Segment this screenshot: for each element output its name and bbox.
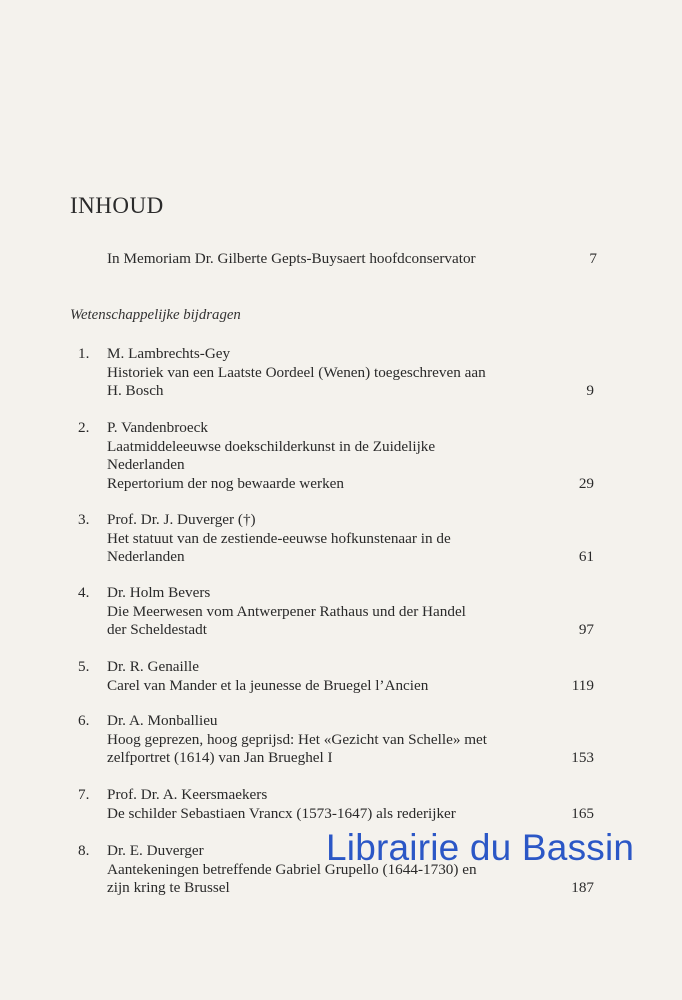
entry-number: 2. — [78, 419, 90, 436]
entry-author: M. Lambrechts-Gey — [107, 345, 231, 362]
entry-title-line: Carel van Mander et la jeunesse de Bruegel l’Ancien — [107, 676, 429, 694]
entry-author: Dr. A. Monballieu — [107, 712, 218, 729]
entry-title-line: zijn kring te Brussel — [107, 879, 230, 896]
entry-page-number: 97 — [578, 621, 594, 638]
entry-title-line: Repertorium der nog bewaarde werken — [107, 474, 344, 492]
entry-title-line: Laatmiddeleeuwse doekschilderkunst in de Zuidelijke — [107, 437, 436, 455]
entry-author: Dr. Holm Bevers — [107, 584, 211, 601]
entry-title-line: Hoog geprezen, hoog geprijsd: Het «Gezicht van Schelle» met — [107, 730, 487, 748]
watermark-text: Librairie du Bassin — [326, 827, 635, 868]
entry-author: Prof. Dr. J. Duverger (†) — [107, 511, 256, 528]
entry-number: 7. — [78, 786, 90, 803]
entry-page-number: 119 — [571, 676, 594, 694]
section-heading: Wetenschappelijke bijdragen — [70, 307, 241, 323]
entry-title-line: H. Bosch — [107, 382, 164, 399]
entry-page-number: 153 — [571, 749, 594, 766]
page-title: INHOUD — [70, 193, 164, 218]
entry-author: Prof. Dr. A. Keersmaekers — [107, 786, 268, 803]
entry-page-number: 187 — [571, 879, 594, 896]
entry-title-line: Aantekeningen betreffende Gabriel Grupello (1644-1730) en — [107, 860, 477, 878]
entry-number: 6. — [78, 712, 90, 729]
entry-title-line: der Scheldestadt — [107, 621, 207, 638]
entry-page-number: 61 — [578, 548, 594, 565]
entry-title-line: zelfportret (1614) van Jan Brueghel I — [107, 749, 333, 766]
memoriam-page: 7 — [589, 250, 597, 267]
entry-number: 8. — [78, 842, 90, 859]
entry-number: 4. — [78, 584, 90, 601]
entry-title-line: Nederlanden — [107, 456, 185, 473]
memoriam-text: In Memoriam Dr. Gilberte Gepts-Buysaert hoofdconservator — [107, 250, 476, 267]
entry-title-line: Historiek van een Laatste Oordeel (Wenen) toegeschreven aan — [107, 363, 486, 381]
entry-page-number: 29 — [578, 474, 594, 492]
entry-title-line: Nederlanden — [107, 548, 185, 565]
entry-title-line: Het statuut van de zestiende-eeuwse hofkunstenaar in de — [107, 529, 451, 547]
entry-page-number: 9 — [586, 382, 594, 399]
entry-title-line: Die Meerwesen vom Antwerpener Rathaus und der Handel — [107, 602, 466, 620]
entry-number: 5. — [78, 658, 90, 675]
entry-author: Dr. R. Genaille — [107, 658, 199, 675]
entry-author: P. Vandenbroeck — [107, 419, 208, 436]
entry-page-number: 165 — [571, 804, 594, 822]
entry-number: 1. — [78, 345, 90, 362]
entry-title-line: De schilder Sebastiaen Vrancx (1573-1647) als rederijker — [107, 804, 456, 822]
entry-author: Dr. E. Duverger — [107, 842, 204, 859]
entry-number: 3. — [78, 511, 90, 528]
